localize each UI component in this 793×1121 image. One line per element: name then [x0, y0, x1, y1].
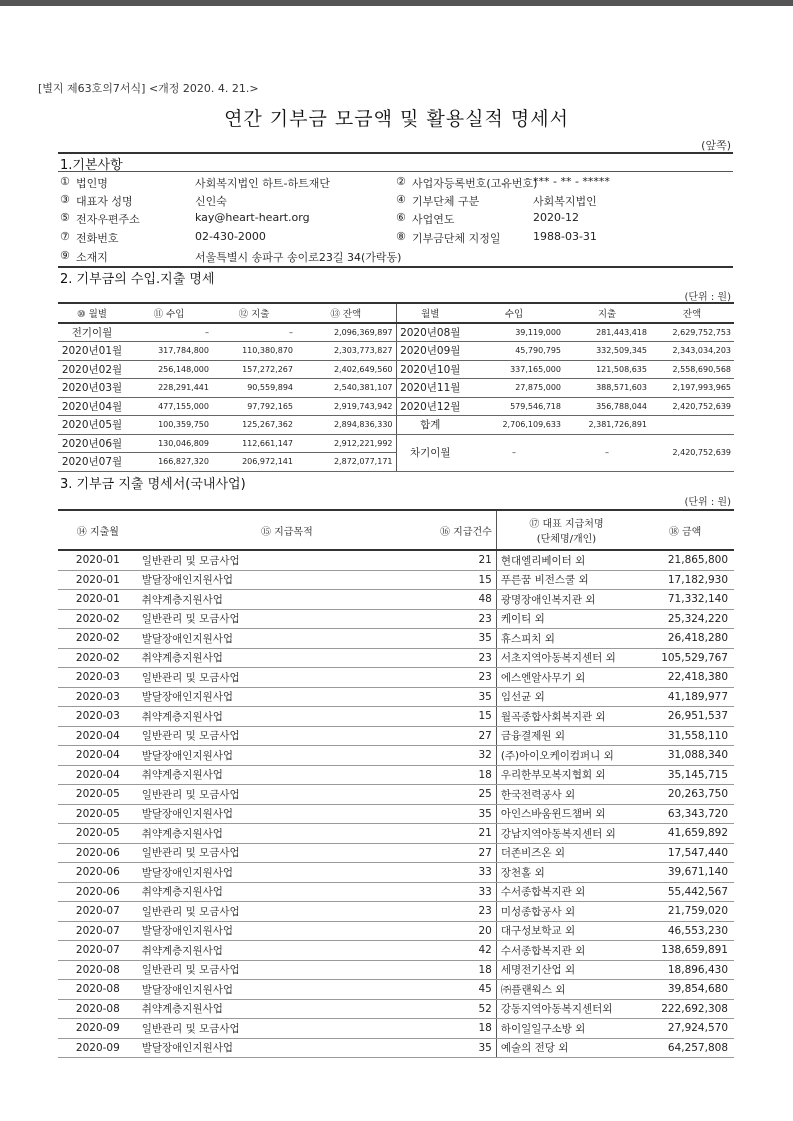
table-row: [58, 999, 734, 1019]
expense-month: 2020-07: [58, 902, 138, 922]
expense-count: 35: [436, 629, 496, 649]
table-row: [58, 804, 734, 824]
scan-edge: [0, 0, 793, 6]
expense-purpose: 일반관리 및 모금사업: [138, 785, 436, 805]
table-row: [58, 1038, 734, 1058]
expense-month: 2020-01: [58, 550, 138, 570]
field-label: 대표자 성명: [76, 195, 133, 208]
expense-amount: 31,558,110: [636, 726, 734, 746]
col-header-payee-sub: (단체명/개인): [536, 534, 597, 545]
table-row: [58, 590, 734, 610]
amount-cell: 2,894,836,330: [296, 416, 396, 435]
expense-amount: 41,189,977: [636, 687, 734, 707]
expense-payee: 강남지역아동복지센터 외: [496, 824, 636, 844]
table-header-row: [58, 303, 734, 323]
field-label: 전자우편주소: [76, 213, 140, 226]
expense-payee: 현대엘리베이터 외: [496, 550, 636, 570]
table-row: [58, 648, 734, 668]
expense-count: 25: [436, 785, 496, 805]
carryover-label: 차기이월: [396, 434, 464, 471]
table-row: [58, 882, 734, 902]
amount-cell: 2,872,077,171: [296, 453, 396, 472]
expense-month: 2020-03: [58, 687, 138, 707]
expense-payee: 미성종합공사 외: [496, 902, 636, 922]
expense-amount: 18,896,430: [636, 960, 734, 980]
field-no: ⑥: [396, 211, 406, 224]
expense-payee: 임선균 외: [496, 687, 636, 707]
month-cell: 2020년01월: [58, 342, 126, 361]
table-row: [58, 843, 734, 863]
expense-purpose: 취약계층지원사업: [138, 707, 436, 727]
expense-count: 32: [436, 746, 496, 766]
expense-month: 2020-04: [58, 746, 138, 766]
amount-cell: 256,148,000: [126, 360, 212, 379]
expense-purpose: 취약계층지원사업: [138, 648, 436, 668]
amount-cell: 477,155,000: [126, 397, 212, 416]
col-header: ⑬ 잔액: [296, 303, 396, 323]
expense-month: 2020-05: [58, 824, 138, 844]
month-cell: 2020년05월: [58, 416, 126, 435]
expense-month: 2020-04: [58, 726, 138, 746]
expense-month: 2020-08: [58, 960, 138, 980]
amount-cell: 228,291,441: [126, 379, 212, 398]
expense-count: 35: [436, 804, 496, 824]
section1-heading: 1.기본사항: [60, 158, 123, 173]
expense-count: 18: [436, 1019, 496, 1039]
table-row: [58, 550, 734, 570]
expense-amount: 26,951,537: [636, 707, 734, 727]
amount-cell: 206,972,141: [212, 453, 296, 472]
expense-month: 2020-06: [58, 843, 138, 863]
expense-month: 2020-06: [58, 863, 138, 883]
field-label: 사업연도: [412, 213, 455, 226]
col-header-payee: [496, 510, 636, 550]
month-cell: 2020년04월: [58, 397, 126, 416]
col-header: ⑪ 수입: [126, 303, 212, 323]
expense-amount: 26,418,280: [636, 629, 734, 649]
table-row: [58, 941, 734, 961]
income-expense-table: [58, 302, 734, 472]
col-header: ⑫ 지출: [212, 303, 296, 323]
expense-amount: 17,547,440: [636, 843, 734, 863]
table-row: [58, 746, 734, 766]
expense-count: 23: [436, 668, 496, 688]
col-header: 수입: [464, 303, 564, 323]
expense-amount: 46,553,230: [636, 921, 734, 941]
table-row: [58, 397, 734, 416]
table-row: [58, 707, 734, 727]
col-header-purpose: ⑮ 지급목적: [138, 510, 436, 550]
expense-purpose: 발달장애인지원사업: [138, 629, 436, 649]
table-row: [58, 785, 734, 805]
expense-amount: 138,659,891: [636, 941, 734, 961]
expense-amount: 222,692,308: [636, 999, 734, 1019]
section2-heading: 2. 기부금의 수입.지출 명세: [60, 272, 215, 287]
expense-payee: 우리한부모복지협회 외: [496, 765, 636, 785]
field-no: ②: [396, 175, 406, 188]
table-row: [58, 980, 734, 1000]
info-row: [60, 193, 732, 213]
month-cell: 2020년08월: [396, 323, 464, 342]
amount-cell: 388,571,603: [564, 379, 650, 398]
month-cell: 2020년09월: [396, 342, 464, 361]
field-value: 사회복지법인 하트-하트재단: [195, 177, 330, 190]
expense-count: 45: [436, 980, 496, 1000]
expense-purpose: 일반관리 및 모금사업: [138, 726, 436, 746]
table-row: [58, 360, 734, 379]
expense-month: 2020-09: [58, 1038, 138, 1058]
table-row: [58, 960, 734, 980]
table-row: [58, 570, 734, 590]
section2-unit: (단위 : 원): [684, 292, 731, 303]
amount-cell: 317,784,800: [126, 342, 212, 361]
month-cell: 2020년03월: [58, 379, 126, 398]
table-row: [58, 902, 734, 922]
amount-cell: 39,119,000: [464, 323, 564, 342]
expense-count: 21: [436, 824, 496, 844]
expense-purpose: 일반관리 및 모금사업: [138, 902, 436, 922]
expense-count: 23: [436, 648, 496, 668]
col-header: 지출: [564, 303, 650, 323]
amount-cell: 337,165,000: [464, 360, 564, 379]
field-value: 2020-12: [533, 211, 579, 224]
expense-count: 18: [436, 960, 496, 980]
field-no: ⑤: [60, 211, 70, 224]
expense-payee: 한국전력공사 외: [496, 785, 636, 805]
expense-count: 15: [436, 707, 496, 727]
amount-cell: 45,790,795: [464, 342, 564, 361]
expense-purpose: 취약계층지원사업: [138, 941, 436, 961]
amount-cell: 2,197,993,965: [650, 379, 734, 398]
col-header-count: ⑯ 지급건수: [436, 510, 496, 550]
expense-amount: 39,671,140: [636, 863, 734, 883]
expense-count: 35: [436, 1038, 496, 1058]
field-value: *** - ** - *****: [533, 175, 610, 188]
total-expense: 2,381,726,891: [564, 416, 650, 435]
month-cell: 2020년07월: [58, 453, 126, 472]
expense-count: 20: [436, 921, 496, 941]
amount-cell: 112,661,147: [212, 434, 296, 453]
amount-cell: 2,540,381,107: [296, 379, 396, 398]
expense-payee: 장천홀 외: [496, 863, 636, 883]
expense-amount: 63,343,720: [636, 804, 734, 824]
table-row: [58, 609, 734, 629]
field-label: 법인명: [76, 177, 108, 190]
expense-amount: 41,659,892: [636, 824, 734, 844]
table-row: [58, 687, 734, 707]
table-row: [58, 765, 734, 785]
amount-cell: 125,267,362: [212, 416, 296, 435]
expense-purpose: 취약계층지원사업: [138, 824, 436, 844]
expense-purpose: 일반관리 및 모금사업: [138, 550, 436, 570]
expense-purpose: 발달장애인지원사업: [138, 804, 436, 824]
expense-payee: 푸른꿈 비전스쿨 외: [496, 570, 636, 590]
expense-month: 2020-05: [58, 804, 138, 824]
expense-purpose: 일반관리 및 모금사업: [138, 843, 436, 863]
expense-purpose: 발달장애인지원사업: [138, 687, 436, 707]
expense-amount: 22,418,380: [636, 668, 734, 688]
expense-count: 27: [436, 726, 496, 746]
section1-top-rule: [58, 152, 733, 154]
expense-amount: 31,088,340: [636, 746, 734, 766]
expense-count: 18: [436, 765, 496, 785]
field-label: 전화번호: [76, 232, 119, 245]
expense-payee: (주)아이오케이컴퍼니 외: [496, 746, 636, 766]
table-row: [58, 342, 734, 361]
amount-cell: 2,096,369,897: [296, 323, 396, 342]
expense-count: 52: [436, 999, 496, 1019]
expense-payee: 아인스바움윈드챔버 외: [496, 804, 636, 824]
expense-payee: 예술의 전당 외: [496, 1038, 636, 1058]
expense-purpose: 발달장애인지원사업: [138, 921, 436, 941]
expense-purpose: 일반관리 및 모금사업: [138, 960, 436, 980]
amount-cell: 2,629,752,753: [650, 323, 734, 342]
table-row: [58, 323, 734, 342]
expense-amount: 64,257,808: [636, 1038, 734, 1058]
expense-payee: ㈜플랜웍스 외: [496, 980, 636, 1000]
expense-month: 2020-03: [58, 668, 138, 688]
expense-count: 35: [436, 687, 496, 707]
expense-purpose: 발달장애인지원사업: [138, 1038, 436, 1058]
expense-amount: 27,924,570: [636, 1019, 734, 1039]
expense-amount: 105,529,767: [636, 648, 734, 668]
expense-amount: 55,442,567: [636, 882, 734, 902]
table-row: [58, 434, 734, 453]
field-value: kay@heart-heart.org: [195, 211, 310, 224]
amount-cell: 100,359,750: [126, 416, 212, 435]
address-value: 서울특별시 송파구 송이로23길 34(가락동): [195, 251, 402, 264]
field-no: ⑧: [396, 230, 406, 243]
amount-cell: 90,559,894: [212, 379, 296, 398]
expense-purpose: 취약계층지원사업: [138, 882, 436, 902]
amount-cell: 2,912,221,992: [296, 434, 396, 453]
info-row: [60, 211, 732, 231]
section3-unit: (단위 : 원): [684, 497, 731, 508]
address-label: 소재지: [76, 251, 108, 264]
expense-purpose: 취약계층지원사업: [138, 590, 436, 610]
col-header: 잔액: [650, 303, 734, 323]
field-label: 사업자등록번호(고유번호): [412, 177, 538, 190]
section3-heading: 3. 기부금 지출 명세서(국내사업): [60, 477, 246, 492]
expense-count: 48: [436, 590, 496, 610]
expense-count: 23: [436, 902, 496, 922]
amount-cell: –: [212, 323, 296, 342]
month-cell: 전기이월: [58, 323, 126, 342]
table-row: [58, 921, 734, 941]
expense-month: 2020-06: [58, 882, 138, 902]
carryover-income: –: [464, 434, 564, 471]
table-row: [58, 668, 734, 688]
amount-cell: 97,792,165: [212, 397, 296, 416]
domestic-expense-table: [58, 509, 734, 1058]
amount-cell: 166,827,320: [126, 453, 212, 472]
expense-payee: 금융결제원 외: [496, 726, 636, 746]
expense-purpose: 일반관리 및 모금사업: [138, 668, 436, 688]
month-cell: 2020년06월: [58, 434, 126, 453]
col-header-month: ⑭ 지출월: [58, 510, 138, 550]
field-value: 신인숙: [195, 195, 227, 208]
expense-payee: 더존비즈온 외: [496, 843, 636, 863]
amount-cell: 356,788,044: [564, 397, 650, 416]
expense-purpose: 취약계층지원사업: [138, 765, 436, 785]
carryover-balance: 2,420,752,639: [650, 434, 734, 471]
col-header-amount: ⑱ 금액: [636, 510, 734, 550]
amount-cell: 157,272,267: [212, 360, 296, 379]
expense-count: 27: [436, 843, 496, 863]
field-value: 사회복지법인: [533, 195, 597, 208]
expense-payee: 세명전기산업 외: [496, 960, 636, 980]
info-row: [60, 175, 732, 195]
page-side-label: (앞쪽): [701, 139, 731, 152]
document-title: 연간 기부금 모금액 및 활용실적 명세서: [224, 108, 569, 130]
field-no: ④: [396, 193, 406, 206]
expense-month: 2020-03: [58, 707, 138, 727]
month-cell: 2020년10월: [396, 360, 464, 379]
expense-amount: 20,263,750: [636, 785, 734, 805]
table-row: [58, 726, 734, 746]
expense-month: 2020-07: [58, 921, 138, 941]
expense-month: 2020-02: [58, 629, 138, 649]
col-header: 월별: [396, 303, 464, 323]
total-income: 2,706,109,633: [464, 416, 564, 435]
expense-amount: 39,854,680: [636, 980, 734, 1000]
expense-amount: 17,182,930: [636, 570, 734, 590]
info-row: [60, 230, 732, 250]
expense-purpose: 취약계층지원사업: [138, 999, 436, 1019]
expense-month: 2020-01: [58, 590, 138, 610]
field-value: 02-430-2000: [195, 230, 266, 243]
amount-cell: –: [126, 323, 212, 342]
form-number: [별지 제63호의7서식] <개정 2020. 4. 21.>: [38, 82, 259, 95]
expense-payee: 서초지역아동복지센터 외: [496, 648, 636, 668]
expense-count: 33: [436, 863, 496, 883]
section1-rule: [58, 171, 733, 172]
amount-cell: 130,046,809: [126, 434, 212, 453]
expense-amount: 71,332,140: [636, 590, 734, 610]
table-row: [58, 416, 734, 435]
expense-purpose: 발달장애인지원사업: [138, 980, 436, 1000]
expense-payee: 하이일일구소방 외: [496, 1019, 636, 1039]
expense-month: 2020-07: [58, 941, 138, 961]
month-cell: 2020년02월: [58, 360, 126, 379]
expense-purpose: 일반관리 및 모금사업: [138, 609, 436, 629]
amount-cell: 2,919,743,942: [296, 397, 396, 416]
field-no: ⑦: [60, 230, 70, 243]
expense-payee: 에스엔알사무기 외: [496, 668, 636, 688]
expense-purpose: 일반관리 및 모금사업: [138, 1019, 436, 1039]
table-row: [58, 863, 734, 883]
field-no: ①: [60, 175, 70, 188]
table-header-row: [58, 510, 734, 550]
expense-month: 2020-01: [58, 570, 138, 590]
expense-amount: 21,865,800: [636, 550, 734, 570]
amount-cell: 281,443,418: [564, 323, 650, 342]
amount-cell: 2,343,034,203: [650, 342, 734, 361]
expense-count: 21: [436, 550, 496, 570]
table-row: [58, 629, 734, 649]
expense-payee: 휴스피치 외: [496, 629, 636, 649]
expense-payee: 광명장애인복지관 외: [496, 590, 636, 610]
expense-payee: 강동지역아동복지센터외: [496, 999, 636, 1019]
expense-amount: 25,324,220: [636, 609, 734, 629]
amount-cell: 121,508,635: [564, 360, 650, 379]
amount-cell: 27,875,000: [464, 379, 564, 398]
expense-count: 15: [436, 570, 496, 590]
expense-month: 2020-09: [58, 1019, 138, 1039]
expense-payee: 수서종합복지관 외: [496, 882, 636, 902]
expense-purpose: 발달장애인지원사업: [138, 863, 436, 883]
col-header: ⑩ 월별: [58, 303, 126, 323]
expense-count: 42: [436, 941, 496, 961]
amount-cell: 2,420,752,639: [650, 397, 734, 416]
month-cell: 2020년12월: [396, 397, 464, 416]
expense-month: 2020-04: [58, 765, 138, 785]
expense-month: 2020-02: [58, 609, 138, 629]
month-cell: 2020년11월: [396, 379, 464, 398]
expense-month: 2020-05: [58, 785, 138, 805]
table-row: [58, 1019, 734, 1039]
expense-payee: 수서종합복지관 외: [496, 941, 636, 961]
total-label: 합계: [396, 416, 464, 435]
amount-cell: 2,303,773,827: [296, 342, 396, 361]
amount-cell: 110,380,870: [212, 342, 296, 361]
table-row: [58, 824, 734, 844]
amount-cell: 2,558,690,568: [650, 360, 734, 379]
amount-cell: 579,546,718: [464, 397, 564, 416]
table-row: [58, 379, 734, 398]
amount-cell: 332,509,345: [564, 342, 650, 361]
expense-month: 2020-08: [58, 999, 138, 1019]
expense-month: 2020-08: [58, 980, 138, 1000]
expense-month: 2020-02: [58, 648, 138, 668]
col-header-payee-main: ⑰ 대표 지급처명: [529, 519, 604, 530]
expense-purpose: 발달장애인지원사업: [138, 570, 436, 590]
address-no: ⑨: [60, 249, 70, 262]
expense-count: 33: [436, 882, 496, 902]
field-label: 기부단체 구분: [412, 195, 480, 208]
field-value: 1988-03-31: [533, 230, 597, 243]
field-label: 기부금단체 지정일: [412, 232, 501, 245]
expense-payee: 케이티 외: [496, 609, 636, 629]
expense-payee: 대구성보학교 외: [496, 921, 636, 941]
expense-amount: 21,759,020: [636, 902, 734, 922]
total-balance: [650, 416, 734, 435]
field-no: ③: [60, 193, 70, 206]
expense-payee: 월곡종합사회복지관 외: [496, 707, 636, 727]
expense-amount: 35,145,715: [636, 765, 734, 785]
amount-cell: 2,402,649,560: [296, 360, 396, 379]
carryover-expense: –: [564, 434, 650, 471]
expense-count: 23: [436, 609, 496, 629]
expense-purpose: 발달장애인지원사업: [138, 746, 436, 766]
